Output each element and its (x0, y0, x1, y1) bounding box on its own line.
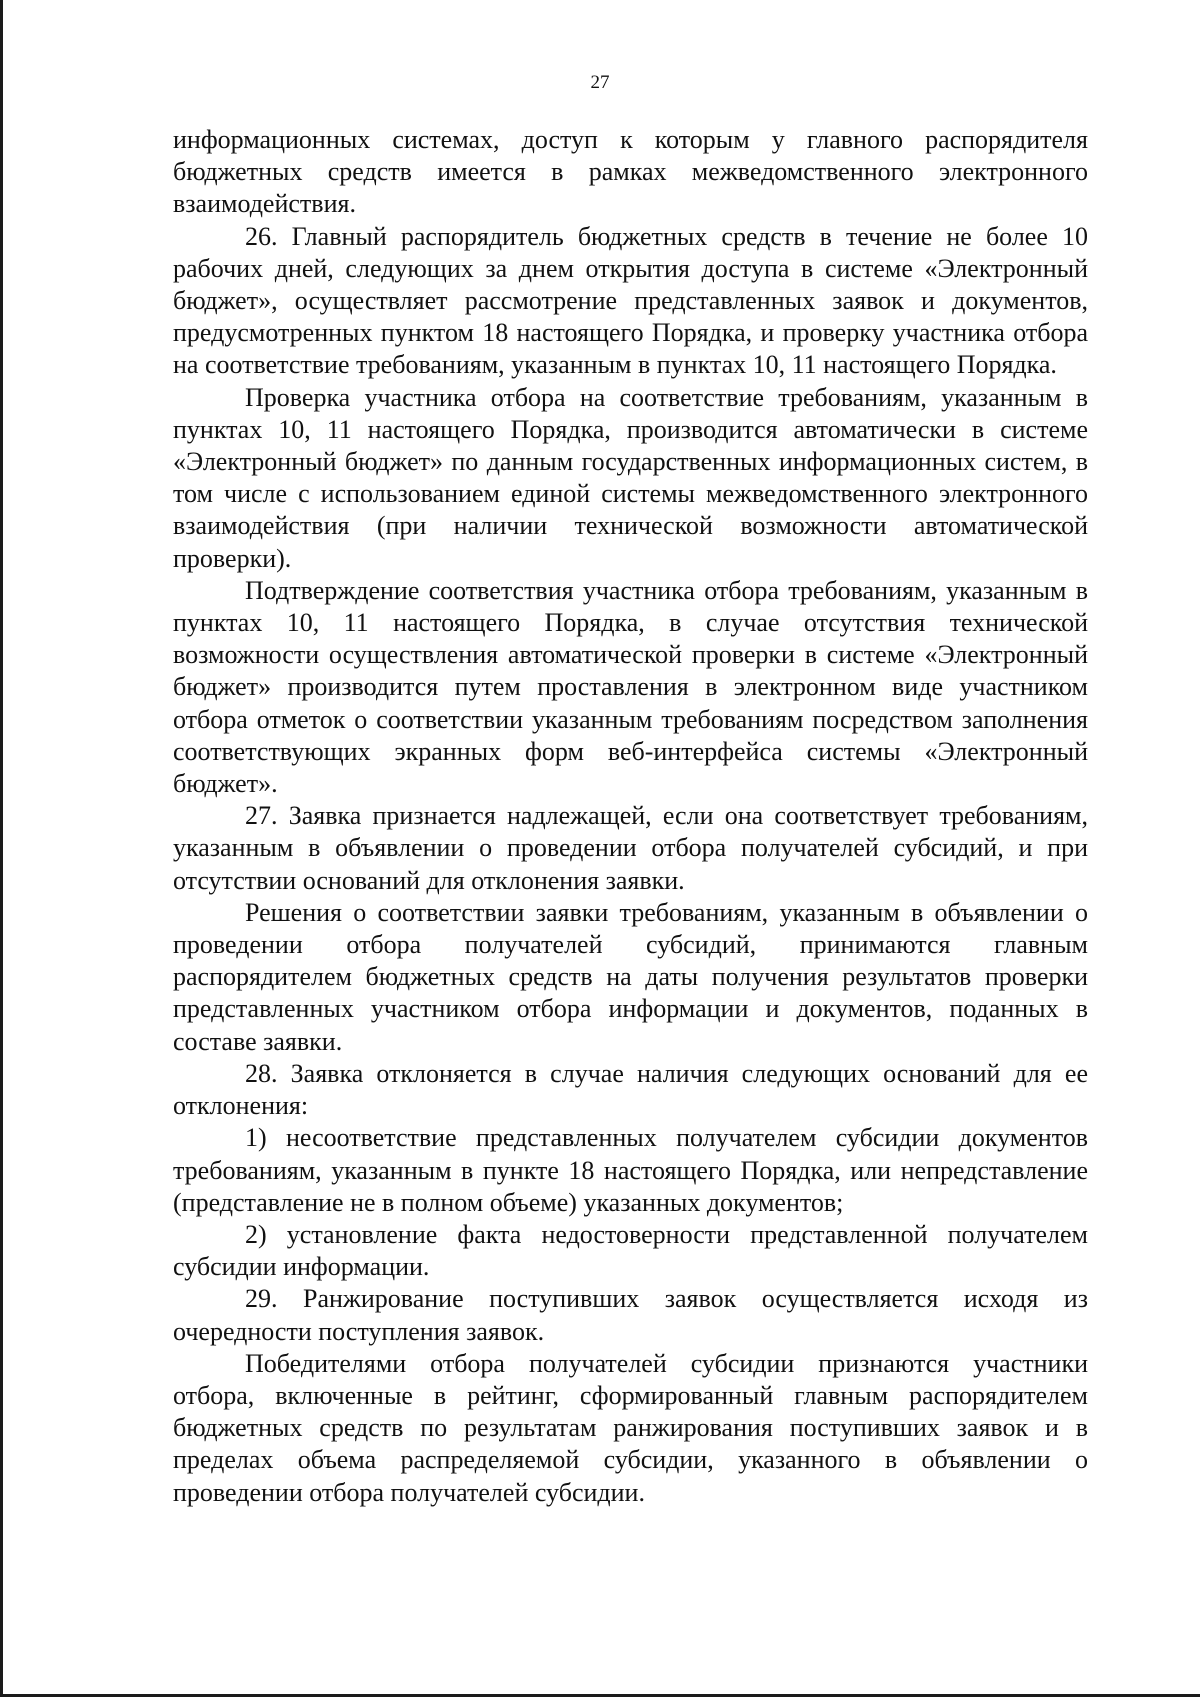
paragraph-item-27: 27. Заявка признается надлежащей, если она соответствует требованиям, указанным в объявлении о проведении отбора получателей субсидий, и при отсутствии оснований для отклонения заявки. (173, 801, 1088, 895)
paragraph-continuation: информационных системах, доступ к которым у главного распорядителя бюджетных средств имеется в рамках межведомственного электронного взаимодействия. (173, 125, 1088, 219)
paragraph-item-29: 29. Ранжирование поступивших заявок осуществляется исходя из очередности поступления заявок. (173, 1284, 1088, 1346)
paragraph-manual-confirmation: Подтверждение соответствия участника отбора требованиям, указанным в пунктах 10, 11 настоящего Порядка, в случае отсутствия технической возможности осуществления автоматической проверки в системе «Электронный бюджет» производится путем проставления в электронном виде участником отбора отметок о соответствии указанным требованиям посредством заполнения соответствующих экранных форм веб-интерфейса системы «Электронный бюджет». (173, 575, 1088, 799)
list-item-1: 1) несоответствие представленных получателем субсидии документов требованиям, указанным в пункте 18 настоящего Порядка, или непредставление (представление не в полном объеме) указанных документов; (173, 1123, 1088, 1217)
list-item-2: 2) установление факта недостоверности представленной получателем субсидии информации. (173, 1219, 1088, 1282)
paragraph-item-28: 28. Заявка отклоняется в случае наличия следующих оснований для ее отклонения: (173, 1058, 1088, 1121)
paragraph-winners: Победителями отбора получателей субсидии признаются участники отбора, включенные в рейтинг, сформированный главным распорядителем бюджетных средств по результатам ранжирования поступивших заявок и в пределах объема распределяемой субсидии, указанного в объявлении о проведении отбора получателей субсидии. (173, 1348, 1088, 1507)
paragraph-item-26: 26. Главный распорядитель бюджетных средств в течение не более 10 рабочих дней, следующих за днем открытия доступа в системе «Электронный бюджет», осуществляет рассмотрение представленных заявок и документов, предусмотренных пунктом 18 настоящего Порядка, и проверку участника отбора на соответствие требованиям, указанным в пунктах 10, 11 настоящего Порядка. (173, 221, 1088, 380)
page-number: 27 (590, 72, 610, 93)
document-body (173, 124, 1088, 1509)
paragraph-decisions: Решения о соответствии заявки требованиям, указанным в объявлении о проведении отбора получателей субсидий, принимаются главным распорядителем бюджетных средств на даты получения результатов проверки представленных участником отбора информации и документов, поданных в составе заявки. (173, 897, 1088, 1056)
scan-border-left (0, 0, 3, 1697)
paragraph-auto-check: Проверка участника отбора на соответствие требованиям, указанным в пунктах 10, 11 настоящего Порядка, производится автоматически в системе «Электронный бюджет» по данным государственных информационных систем, в том числе с использованием единой системы межведомственного электронного взаимодействия (при наличии технической возможности автоматической проверки). (173, 382, 1088, 573)
